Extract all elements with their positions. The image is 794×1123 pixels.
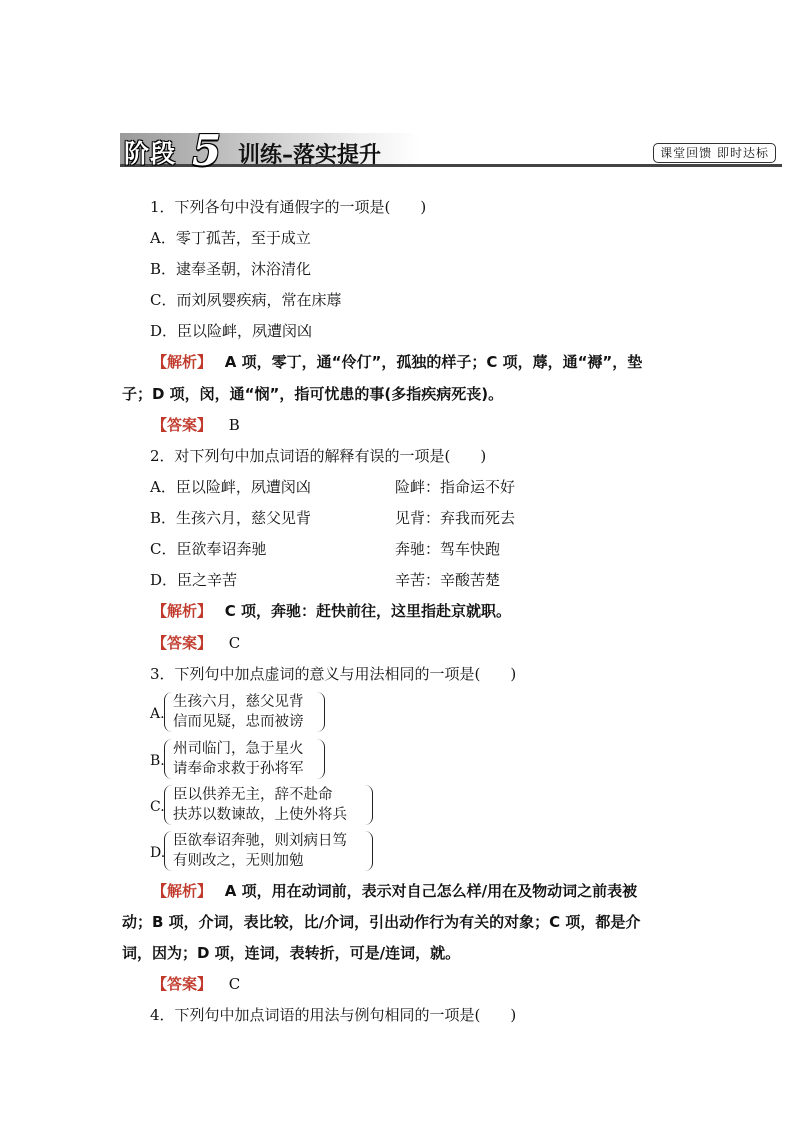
q2-answer — [152, 633, 240, 653]
answer-tag: 【答案】 — [152, 416, 213, 434]
q1-answer-value: B — [228, 416, 240, 434]
right-brace — [364, 785, 373, 825]
option-label: B. — [150, 753, 165, 769]
q2-option-c: C．臣欲奉诏奔驰 — [150, 540, 267, 558]
q1-option-a: A．零丁孤苦，至于成立 — [150, 229, 311, 247]
right-brace — [316, 692, 325, 732]
q3-answer — [152, 974, 240, 994]
q2-answer-value: C — [228, 634, 241, 652]
q2-option-d: D．臣之辛苦 — [150, 571, 238, 589]
q2-analysis — [152, 601, 511, 621]
option-sentence-1: 臣以供养无主，辞不赴命 — [173, 787, 333, 803]
section-tag: 课堂回馈 即时达标 — [653, 143, 776, 163]
q2-option-c-gloss: 奔驰：驾车快跑 — [395, 540, 501, 558]
answer-tag: 【答案】 — [152, 975, 213, 993]
q3-analysis — [152, 881, 637, 901]
option-sentence-1: 臣欲奉诏奔驰，则刘病日笃 — [173, 833, 347, 849]
q2-option-a: A．臣以险衅，夙遭闵凶 — [150, 478, 311, 496]
right-brace — [364, 831, 373, 871]
q1-analysis-text-2: 子；D 项，闵，通“悯”，指可忧患的事(多指疾病死丧)。 — [122, 385, 504, 403]
analysis-tag: 【解析】 — [152, 353, 213, 371]
section-title: 训练–落实提升 — [238, 143, 382, 168]
option-sentence-2: 扶苏以数谏故，上使外将兵 — [173, 807, 347, 823]
q2-option-a-gloss: 险衅：指命运不好 — [395, 478, 516, 496]
option-label: A. — [150, 706, 165, 722]
q1-option-d: D．臣以险衅，夙遭闵凶 — [150, 322, 313, 340]
stage-word: 阶段 — [124, 139, 177, 168]
q3-answer-value: C — [228, 975, 241, 993]
left-brace — [164, 692, 173, 732]
q3-analysis-text-1: A 项，用在动词前，表示对自己怎么样/用在及物动词之前表被 — [224, 882, 638, 900]
left-brace — [164, 739, 173, 779]
q1-analysis — [152, 352, 642, 372]
option-sentence-2: 有则改之，无则加勉 — [173, 853, 304, 869]
q2-option-b-gloss: 见背：弃我而死去 — [395, 509, 516, 527]
analysis-tag: 【解析】 — [152, 602, 213, 620]
q4-stem: 4．下列句中加点词语的用法与例句相同的一项是( ) — [150, 1006, 517, 1024]
left-brace — [164, 785, 173, 825]
section-banner — [120, 126, 782, 175]
option-sentence-2: 信而见疑，忠而被谤 — [173, 714, 304, 730]
q1-answer — [152, 415, 240, 435]
q1-stem: 1．下列各句中没有通假字的一项是( ) — [150, 198, 427, 216]
option-sentence-1: 州司临门，急于星火 — [173, 741, 304, 757]
option-sentence-2: 请奉命求救于孙将军 — [173, 761, 304, 777]
analysis-tag: 【解析】 — [152, 882, 213, 900]
q1-analysis-text-1: A 项，零丁，通“伶仃”，孤独的样子；C 项，蓐，通“褥”，垫 — [224, 353, 643, 371]
q1-option-c: C．而刘夙婴疾病，常在床蓐 — [150, 291, 342, 309]
q3-stem: 3．下列句中加点虚词的意义与用法相同的一项是( ) — [150, 665, 517, 683]
right-brace — [316, 739, 325, 779]
q2-stem: 2．对下列句中加点词语的解释有误的一项是( ) — [150, 447, 487, 465]
q2-option-b: B．生孩六月，慈父见背 — [150, 509, 312, 527]
answer-tag: 【答案】 — [152, 634, 213, 652]
option-label: C. — [150, 799, 165, 815]
q1-option-b: B．逮奉圣朝，沐浴清化 — [150, 260, 312, 278]
q2-option-d-gloss: 辛苦：辛酸苦楚 — [395, 571, 501, 589]
q3-analysis-text-3: 词，因为；D 项，连词，表转折，可是/连词，就。 — [122, 944, 461, 962]
q3-analysis-text-2: 动；B 项，介词，表比较，比/介词，引出动作行为有关的对象；C 项，都是介 — [122, 913, 641, 931]
option-label: D. — [150, 845, 166, 861]
option-sentence-1: 生孩六月，慈父见背 — [173, 694, 304, 710]
left-brace — [164, 831, 173, 871]
stage-number: 5 — [192, 126, 222, 175]
q2-analysis-text: C 项，奔驰：赶快前往，这里指赴京就职。 — [224, 602, 512, 620]
